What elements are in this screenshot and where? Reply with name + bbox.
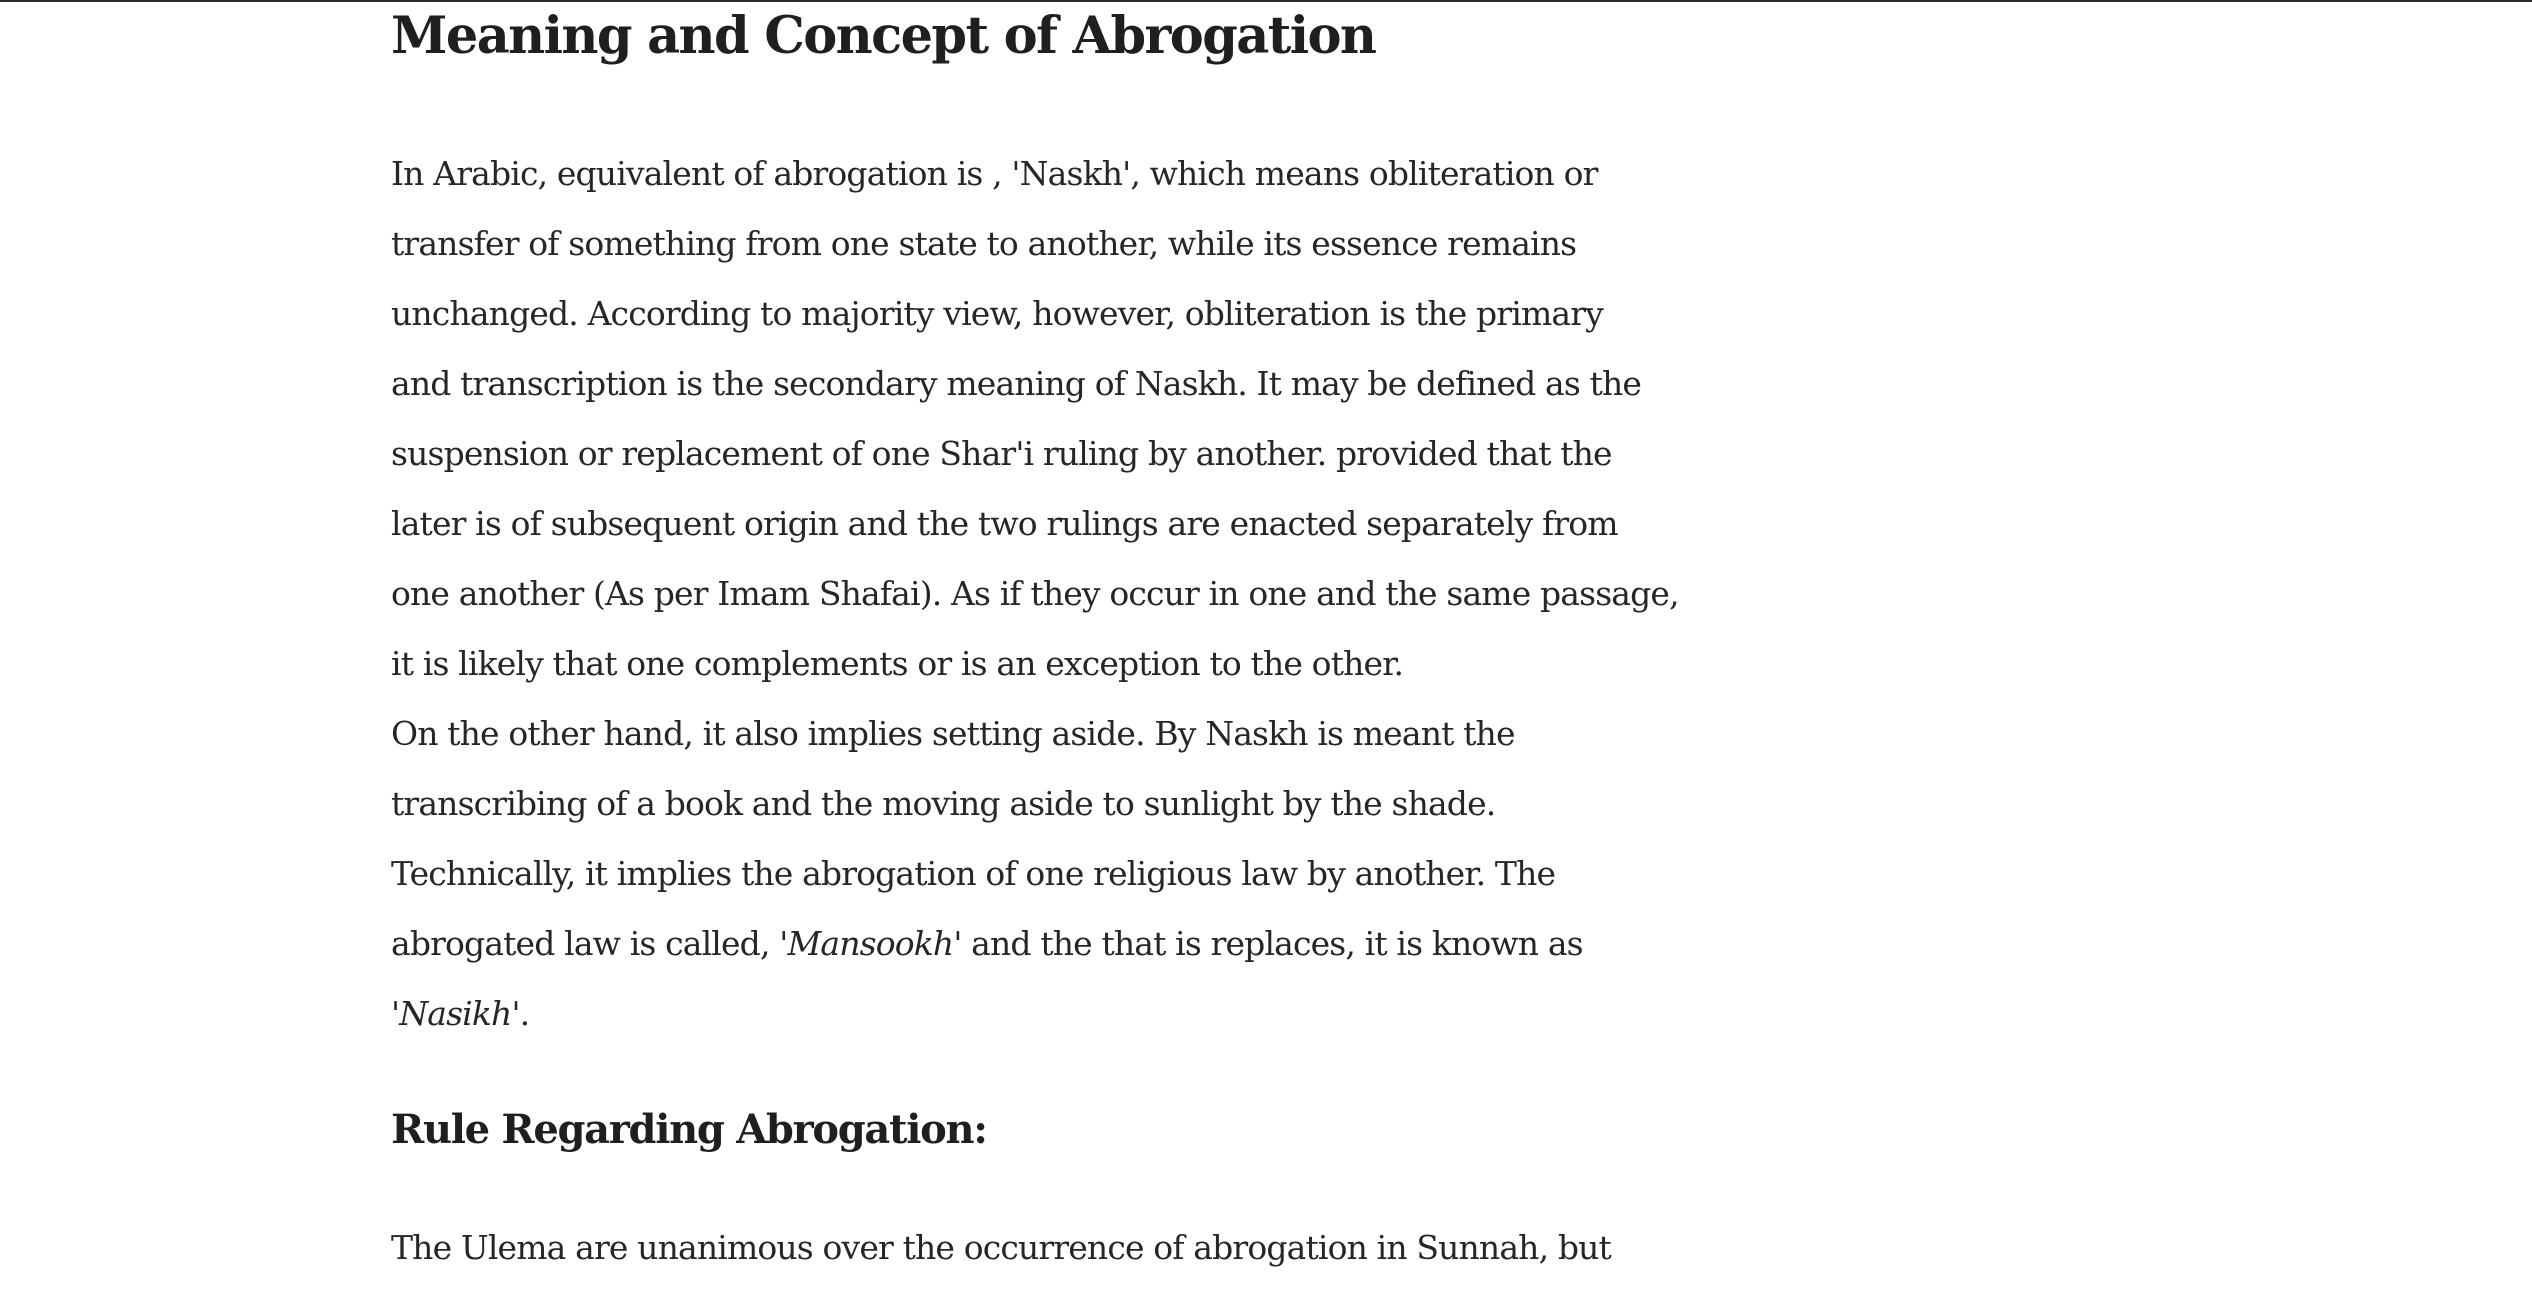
- text-line: transfer of something from one state to another, while its essence remains: [391, 224, 1577, 263]
- text-line: transcribing of a book and the moving aside to sunlight by the shade.: [391, 784, 1496, 823]
- paragraph-definition: [391, 139, 1679, 699]
- text-fragment: '.: [511, 994, 530, 1033]
- text-line: [391, 909, 1583, 979]
- text-line: unchanged. According to majority view, however, obliteration is the primary: [391, 294, 1603, 333]
- term-nasikh: Nasikh: [399, 994, 512, 1033]
- text-line: suspension or replacement of one Shar'i ruling by another. provided that the: [391, 434, 1612, 473]
- text-line: later is of subsequent origin and the two rulings are enacted separately from: [391, 504, 1618, 543]
- text-line: On the other hand, it also implies setting aside. By Naskh is meant the: [391, 714, 1515, 753]
- text-line: [391, 979, 1583, 1049]
- text-line: In Arabic, equivalent of abrogation is , 'Naskh', which means obliteration or: [391, 154, 1598, 193]
- paragraph-rule: [391, 1213, 1611, 1283]
- text-line: and transcription is the secondary meaning of Naskh. It may be defined as the: [391, 364, 1642, 403]
- text-line: Technically, it implies the abrogation of one religious law by another. The: [391, 854, 1556, 893]
- term-mansookh: Mansookh: [787, 924, 954, 963]
- paragraph-technical-meaning: [391, 699, 1583, 1049]
- section-heading-meaning: Meaning and Concept of Abrogation: [391, 6, 1376, 66]
- section-subheading-rule: Rule Regarding Abrogation:: [391, 1106, 987, 1153]
- text-line: it is likely that one complements or is an exception to the other.: [391, 644, 1404, 683]
- text-fragment: ': [391, 994, 400, 1033]
- text-fragment: abrogated law is called, ': [391, 924, 788, 963]
- text-fragment: ' and the that is replaces, it is known as: [953, 924, 1583, 963]
- text-line: The Ulema are unanimous over the occurrence of abrogation in Sunnah, but: [391, 1228, 1611, 1267]
- text-line: one another (As per Imam Shafai). As if they occur in one and the same passage,: [391, 574, 1679, 613]
